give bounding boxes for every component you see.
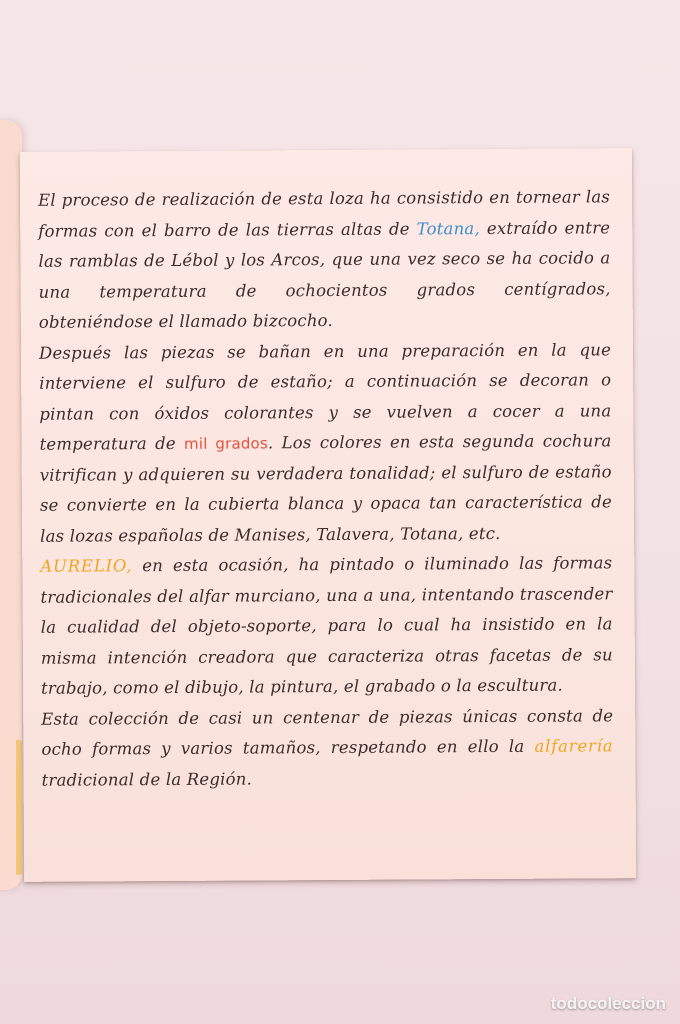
page-text xyxy=(38,182,614,795)
page-edge-tab xyxy=(16,740,22,875)
paragraph-2-text-a: Después las piezas se bañan en una preparación en la que interviene el sulfuro de estaño; a continuación se decoran o pintan con óxidos colorantes y se vuelven a cocer a una temperatura de xyxy=(38,339,612,454)
paragraph-4-text-b: tradicional de la Región. xyxy=(41,768,253,790)
paragraph-1-text-b: extraído entre las ramblas de Lébol y los Arcos, que una vez seco se ha cocido a una temperatura de ochocientos grados centígrados, obteniéndose el llamado bizcocho. xyxy=(38,217,611,332)
paragraph-2-text-b: . Los colores en esta segunda cochura vitrifican y adquieren su verdadera tonalidad; el sulfuro de estaño se convierte en la cubierta blanca y opaca tan característica de las lozas españolas de Manises, Talavera, Totana, etc. xyxy=(39,431,612,546)
book-page xyxy=(20,148,636,882)
paragraph-4-text-a: Esta colección de casi un centenar de piezas únicas consta de ocho formas y varios tamaños, respetando en ello la xyxy=(41,705,614,759)
paragraph-1-text-a: El proceso de realización de esta loza ha consistido en tornear las formas con el barro de las tierras altas de xyxy=(38,187,611,241)
highlight-mil-grados: mil grados xyxy=(183,434,268,453)
paragraph-2 xyxy=(39,335,612,552)
highlight-alfareria: alfarería xyxy=(534,736,614,756)
watermark-logo: todocoleccion xyxy=(550,994,666,1013)
highlight-totana: Totana, xyxy=(416,218,480,238)
paragraph-3-text-b: en esta ocasión, ha pintado o iluminado las formas tradicionales del alfar murciano, una a una, intentando trascender la cualidad del objeto-soporte, para lo cual ha insistido en la misma intención creadora que caracteriza otras facetas de su trabajo, como el dibujo, la pintura, el grabado o la escultura. xyxy=(40,553,613,698)
paragraph-1 xyxy=(38,182,611,338)
highlight-aurelio: AURELIO, xyxy=(40,556,133,576)
paragraph-3 xyxy=(40,548,613,704)
paragraph-4 xyxy=(41,701,614,796)
